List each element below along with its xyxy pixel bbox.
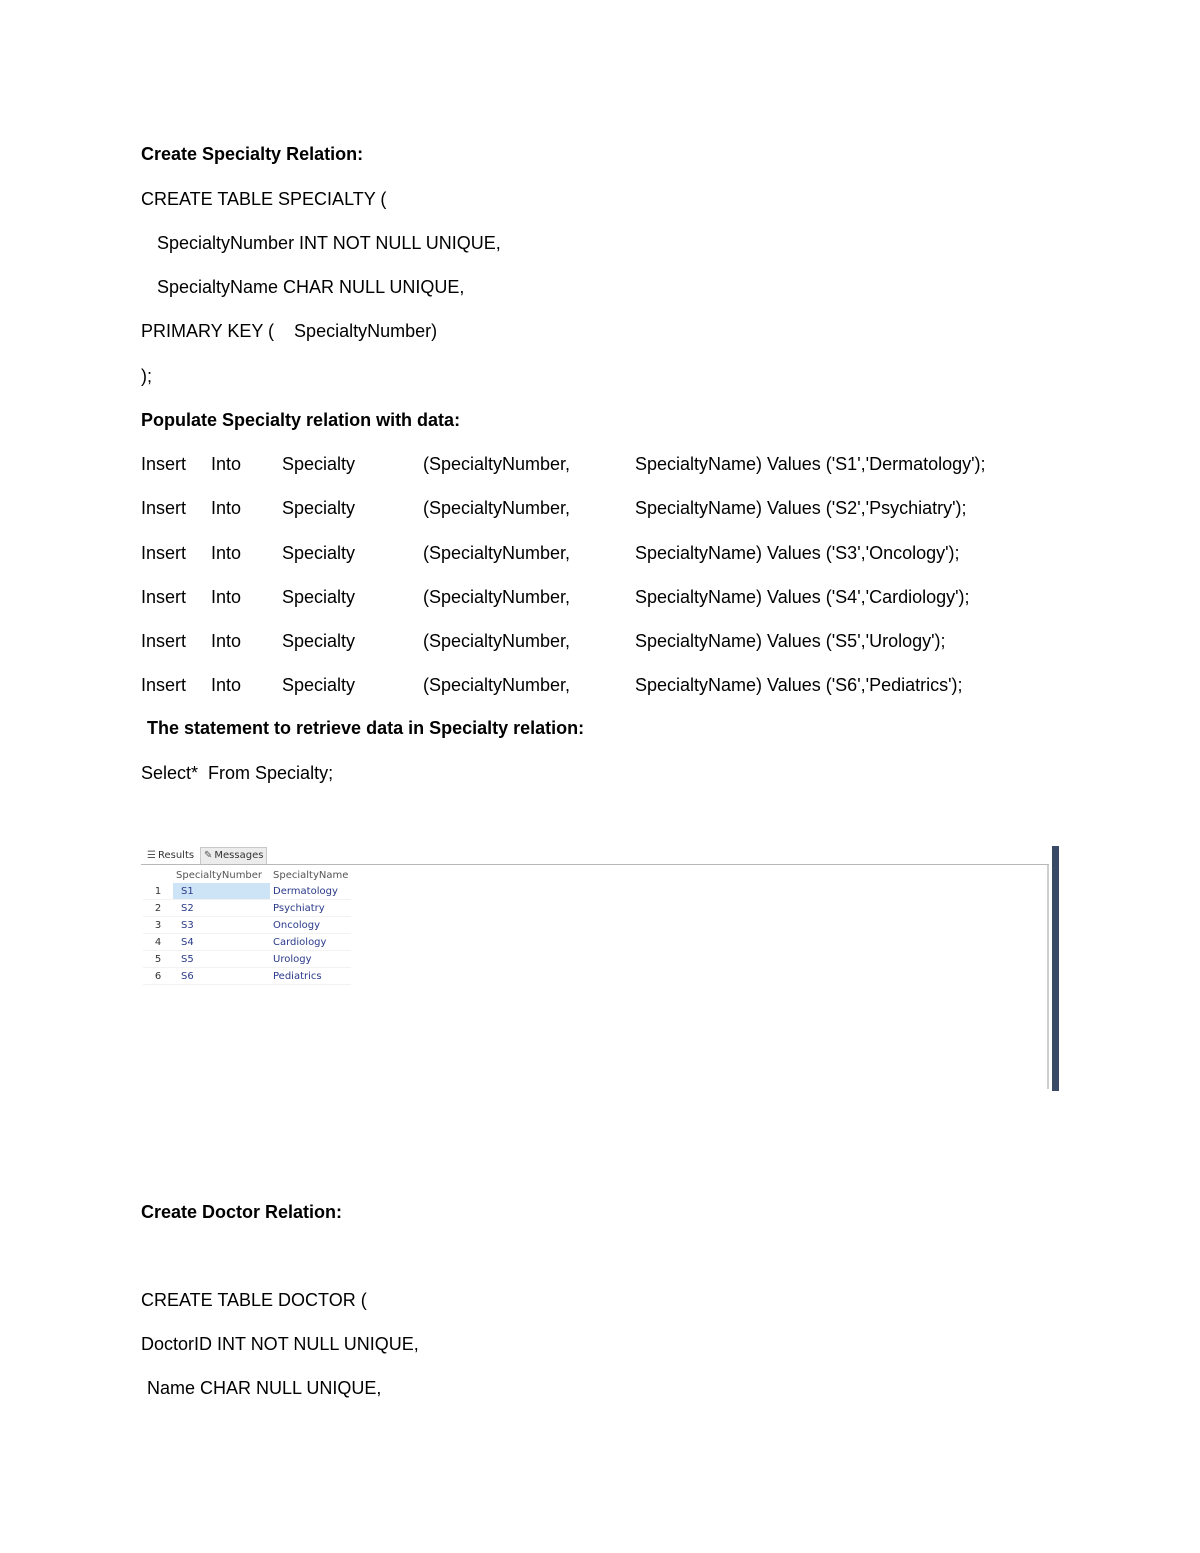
values-clause: SpecialtyName) Values ('S3','Oncology'); [635, 543, 960, 563]
cell-specialty-name[interactable]: Dermatology [270, 883, 351, 900]
row-number: 2 [143, 900, 173, 917]
column-header[interactable]: SpecialtyNumber [176, 869, 263, 881]
into-word: Into [211, 587, 242, 607]
cell-specialty-number[interactable]: S1 [173, 883, 270, 900]
doctor-name-column: Name CHAR NULL UNIQUE, [147, 1378, 382, 1398]
row-number-header [143, 867, 173, 883]
select-statement: Select* From Specialty; [141, 763, 334, 783]
message-icon: ✎ [204, 850, 213, 861]
primary-key-line: PRIMARY KEY ( SpecialtyNumber) [141, 321, 438, 341]
column-list: (SpecialtyNumber, [423, 587, 571, 607]
table-name: Specialty [282, 675, 356, 695]
create-table-specialty: CREATE TABLE SPECIALTY ( [141, 189, 387, 209]
table-name: Specialty [282, 631, 356, 651]
grid-header-row [143, 867, 351, 883]
tab-results-label: Results [157, 850, 195, 861]
table-name: Specialty [282, 498, 356, 518]
values-clause: SpecialtyName) Values ('S5','Urology'); [635, 631, 946, 651]
into-word: Into [211, 454, 242, 474]
doctor-heading: Create Doctor Relation: [141, 1202, 343, 1222]
insert-word: Insert [141, 498, 187, 518]
values-clause: SpecialtyName) Values ('S6','Pediatrics'); [635, 675, 963, 695]
values-clause: SpecialtyName) Values ('S1','Dermatology'); [635, 454, 986, 474]
tab-results[interactable] [144, 848, 197, 864]
table-row[interactable] [143, 968, 351, 985]
column-header[interactable]: SpecialtyName [273, 869, 349, 881]
specialty-heading: Create Specialty Relation: [141, 144, 364, 164]
results-tab-bar [141, 846, 1049, 865]
create-table-doctor: CREATE TABLE DOCTOR ( [141, 1290, 367, 1310]
scrollbar[interactable] [1052, 846, 1059, 1091]
cell-specialty-name[interactable]: Urology [270, 951, 351, 968]
create-close: ); [141, 366, 152, 386]
table-row[interactable] [143, 934, 351, 951]
into-word: Into [211, 543, 242, 563]
row-number: 3 [143, 917, 173, 934]
cell-specialty-number[interactable]: S3 [173, 917, 270, 934]
doctor-id-column: DoctorID INT NOT NULL UNIQUE, [141, 1334, 419, 1354]
into-word: Into [211, 675, 242, 695]
row-number: 6 [143, 968, 173, 985]
grid-icon: ☰ [147, 850, 156, 861]
table-row[interactable] [143, 951, 351, 968]
row-number: 1 [143, 883, 173, 900]
retrieve-heading: The statement to retrieve data in Specialty relation: [147, 718, 585, 738]
row-number: 5 [143, 951, 173, 968]
values-clause: SpecialtyName) Values ('S2','Psychiatry'); [635, 498, 967, 518]
cell-specialty-number[interactable]: S6 [173, 968, 270, 985]
row-number: 4 [143, 934, 173, 951]
column-list: (SpecialtyNumber, [423, 454, 571, 474]
populate-heading: Populate Specialty relation with data: [141, 410, 461, 430]
column-list: (SpecialtyNumber, [423, 498, 571, 518]
table-row[interactable] [143, 917, 351, 934]
cell-specialty-name[interactable]: Oncology [270, 917, 351, 934]
tab-messages-label: Messages [214, 850, 264, 861]
insert-word: Insert [141, 675, 187, 695]
cell-specialty-name[interactable]: Psychiatry [270, 900, 351, 917]
specialty-number-column: SpecialtyNumber INT NOT NULL UNIQUE, [157, 233, 501, 253]
table-name: Specialty [282, 454, 356, 474]
table-name: Specialty [282, 543, 356, 563]
column-list: (SpecialtyNumber, [423, 675, 571, 695]
insert-word: Insert [141, 454, 187, 474]
cell-specialty-name[interactable]: Cardiology [270, 934, 351, 951]
results-grid [143, 867, 351, 985]
cell-specialty-number[interactable]: S4 [173, 934, 270, 951]
values-clause: SpecialtyName) Values ('S4','Cardiology'); [635, 587, 970, 607]
into-word: Into [211, 631, 242, 651]
specialty-name-column: SpecialtyName CHAR NULL UNIQUE, [157, 277, 465, 297]
insert-word: Insert [141, 587, 187, 607]
query-results-panel [141, 846, 1059, 1091]
into-word: Into [211, 498, 242, 518]
table-row[interactable] [143, 883, 351, 900]
cell-specialty-name[interactable]: Pediatrics [270, 968, 351, 985]
cell-specialty-number[interactable]: S5 [173, 951, 270, 968]
table-name: Specialty [282, 587, 356, 607]
insert-word: Insert [141, 631, 187, 651]
column-list: (SpecialtyNumber, [423, 543, 571, 563]
table-row[interactable] [143, 900, 351, 917]
column-list: (SpecialtyNumber, [423, 631, 571, 651]
cell-specialty-number[interactable]: S2 [173, 900, 270, 917]
insert-word: Insert [141, 543, 187, 563]
tab-messages[interactable] [200, 847, 267, 864]
